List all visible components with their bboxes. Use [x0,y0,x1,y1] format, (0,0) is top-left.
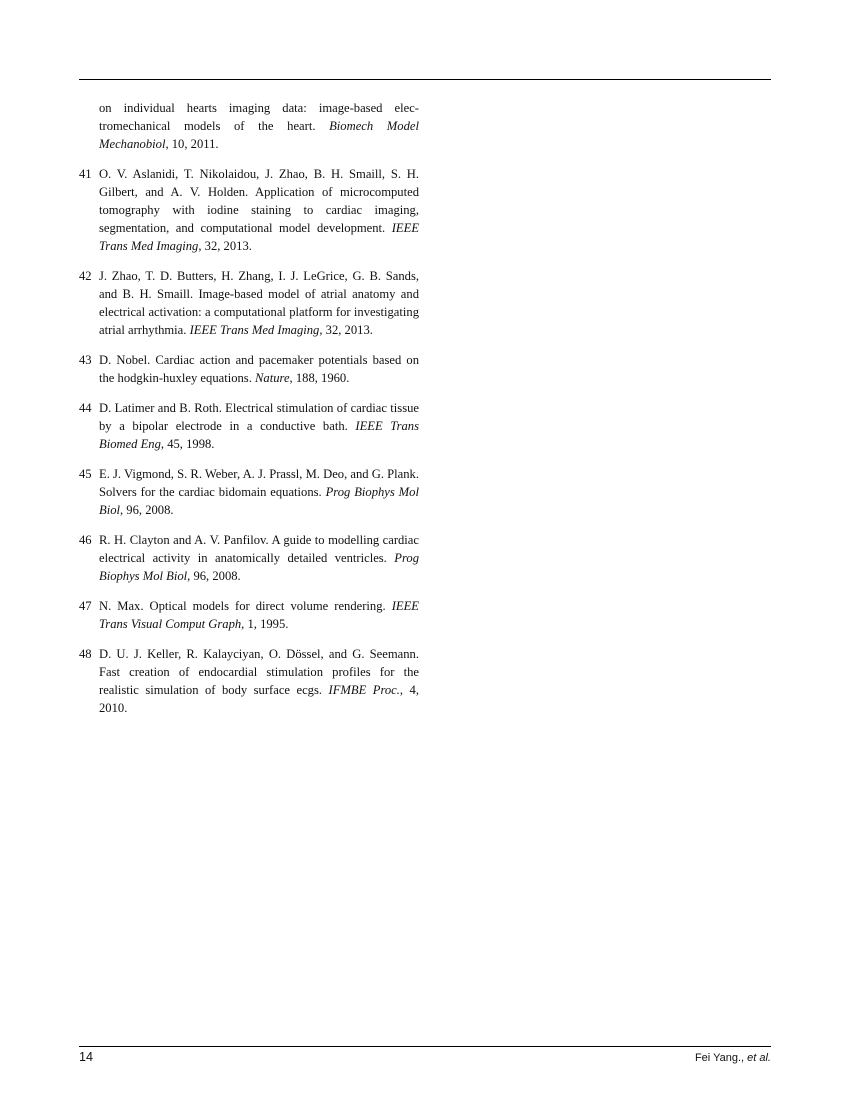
reference-venue: IEEE Trans Med Imaging [189,323,320,337]
reference-details: , 4, 2010. [99,683,419,715]
reference-authors-title: R. H. Clayton and A. V. Panfilov. A guide to modelling cardiac electrical activity in anatomically detailed ventricles. [99,533,419,565]
reference-number: 43 [79,353,92,367]
reference-authors-title: D. Nobel. Cardiac action and pacemaker potentials based on the hodgkin-huxley equations. [99,353,419,385]
reference-item [79,645,419,717]
reference-number: 45 [79,467,92,481]
reference-details: , 96, 2008. [187,569,241,583]
reference-venue: IFMBE Proc. [328,683,400,697]
running-author [695,1052,771,1064]
reference-venue: IEEE Trans Med Imaging [99,221,420,253]
reference-number: 41 [79,167,92,181]
header-rule [79,79,771,80]
reference-venue: Biomech Model Mechanobiol [99,119,419,151]
reference-text [99,99,419,153]
reference-item [79,465,419,519]
running-author-name: Fei Yang., [694,1052,745,1064]
reference-text [99,645,419,717]
reference-item [79,351,419,387]
reference-details: , 32, 2013. [319,323,373,337]
reference-venue: Prog Biophys Mol Biol [99,551,420,583]
reference-venue: IEEE Trans Biomed Eng [99,419,419,451]
reference-item [79,531,419,585]
reference-details: , 96, 2008. [120,503,174,517]
reference-details: , 1, 1995. [241,617,289,631]
reference-details: , 32, 2013. [198,239,252,253]
reference-details: , 10, 2011. [165,137,219,151]
reference-number: 47 [79,599,92,613]
reference-item [79,165,419,255]
reference-venue: IEEE Trans Visual Comput Graph [99,599,419,631]
reference-text [99,465,419,519]
reference-details: , 188, 1960. [289,371,350,385]
reference-text [99,597,419,633]
reference-text [99,399,419,453]
reference-authors-title: D. Latimer and B. Roth. Electrical stimulation of cardiac tissue by a bipolar electrode in a conductive bath. [99,401,419,433]
reference-authors-title: D. U. J. Keller, R. Kalayciyan, O. Dössel, and G. Seemann. Fast creation of endocardial stimulation profiles for the realistic simulation of body surface ecgs. [99,647,419,697]
reference-item [79,399,419,453]
reference-text [99,531,419,585]
running-author-etal: et al. [747,1052,771,1064]
reference-number: 46 [79,533,92,547]
reference-number: 48 [79,647,92,661]
reference-number: 42 [79,269,92,283]
footer-rule [79,1046,771,1047]
reference-item [79,597,419,633]
reference-text [99,351,419,387]
reference-venue: Prog Biophys Mol Biol [99,485,419,517]
reference-venue: Nature [255,371,290,385]
reference-text [99,165,419,255]
reference-authors-title: J. Zhao, T. D. Butters, H. Zhang, I. J. LeGrice, G. B. Sands, and B. H. Smaill. Image-based model of atrial anatomy and electrical activation: a computational platform for investigating atrial arrhythmia. [99,269,419,337]
reference-list [79,99,419,729]
reference-authors-title: on individual hearts imaging data: image-based electromechanical models of the heart. [99,101,419,133]
page-number: 14 [79,1050,94,1064]
reference-number: 44 [79,401,92,415]
reference-item [79,99,419,153]
reference-item [79,267,419,339]
reference-details: , 45, 1998. [160,437,215,451]
reference-authors-title: E. J. Vigmond, S. R. Weber, A. J. Prassl, M. Deo, and G. Plank. Solvers for the cardiac bidomain equations. [99,467,419,499]
reference-text [99,267,419,339]
reference-authors-title: O. V. Aslanidi, T. Nikolaidou, J. Zhao, B. H. Smaill, S. H. Gilbert, and A. V. Holden. Application of microcomputed tomography with iodine staining to cardiac imaging, segmentation, and computational model development. [99,167,419,235]
reference-authors-title: N. Max. Optical models for direct volume rendering. [99,599,386,613]
